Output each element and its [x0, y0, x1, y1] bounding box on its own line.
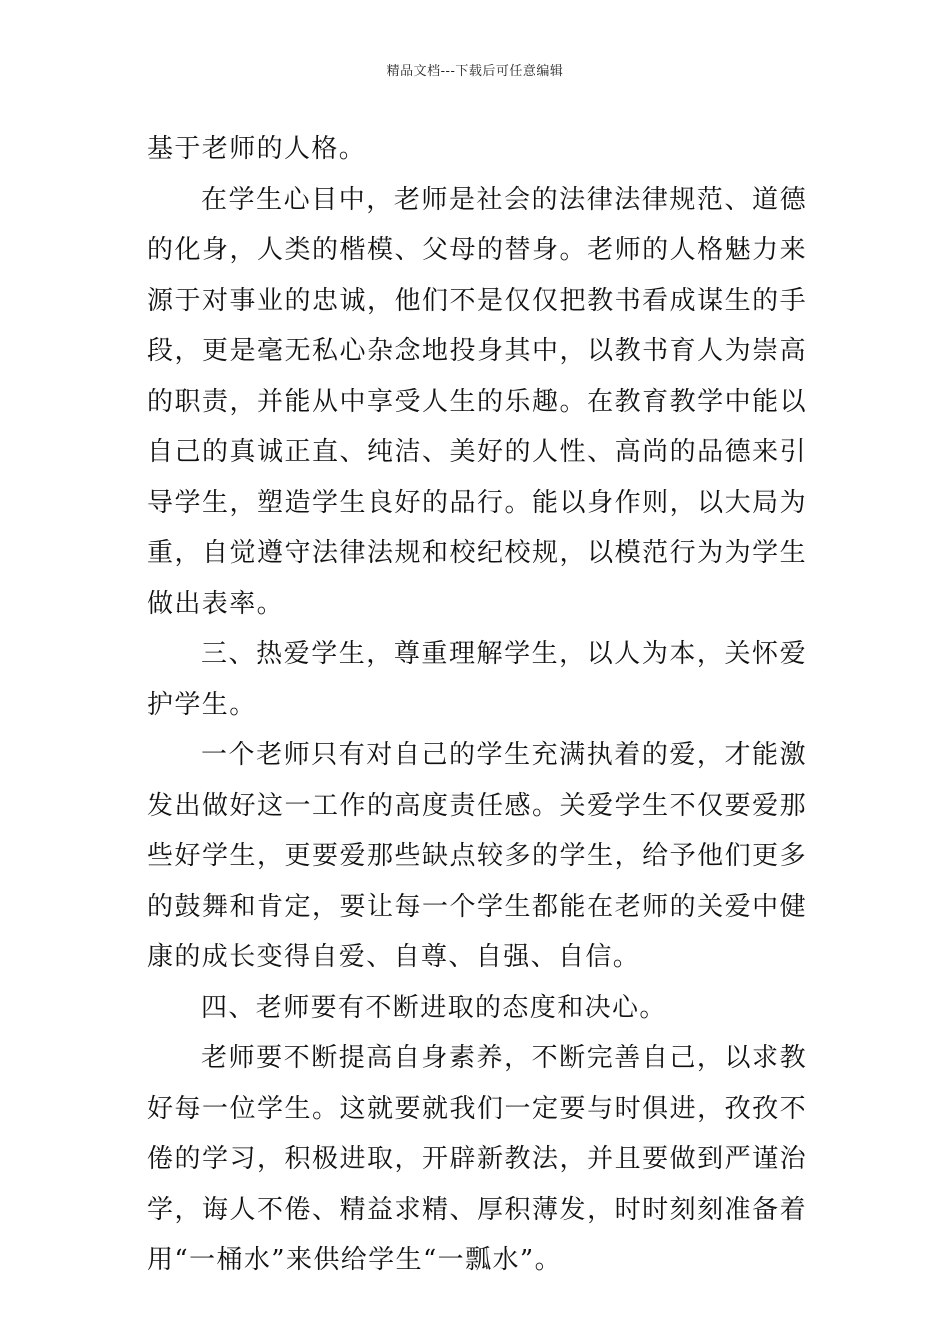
paragraph-continuation: 基于老师的人格。	[147, 134, 367, 164]
section-heading-four: 四、老师要有不断进取的态度和决心。	[201, 992, 667, 1023]
paragraph-continuous-progress: 老师要不断提高自身素养，不断完善自己，以求教好每一位学生。这就要就我们一定要与时俱进，孜孜不倦的学习，积极进取，开辟新教法，并且要做到严谨治学，诲人不倦、精益求精、厚积薄发，时时刻刻准备着用“一桶水”来供给学生“一瓢水”。	[147, 1043, 807, 1275]
document-body	[147, 124, 807, 1286]
page-header: 精品文档---下载后可任意编辑	[386, 64, 564, 79]
section-heading-three: 三、热爱学生，尊重理解学生，以人为本，关怀爱护学生。	[147, 639, 807, 720]
paragraph-love-students: 一个老师只有对自己的学生充满执着的爱，才能激发出做好这一工作的高度责任感。关爱学生不仅要爱那些好学生，更要爱那些缺点较多的学生，给予他们更多的鼓舞和肯定，要让每一个学生都能在老师的关爱中健康的成长变得自爱、自尊、自强、自信。	[147, 740, 807, 972]
paragraph-teacher-personality: 在学生心目中，老师是社会的法律法律规范、道德的化身，人类的楷模、父母的替身。老师的人格魅力来源于对事业的忠诚，他们不是仅仅把教书看成谋生的手段，更是毫无私心杂念地投身其中，以教书育人为崇高的职责，并能从中享受人生的乐趣。在教育教学中能以自己的真诚正直、纯洁、美好的人性、高尚的品德来引导学生，塑造学生良好的品行。能以身作则，以大局为重，自觉遵守法律法规和校纪校规，以模范行为为学生做出表率。	[147, 184, 807, 619]
